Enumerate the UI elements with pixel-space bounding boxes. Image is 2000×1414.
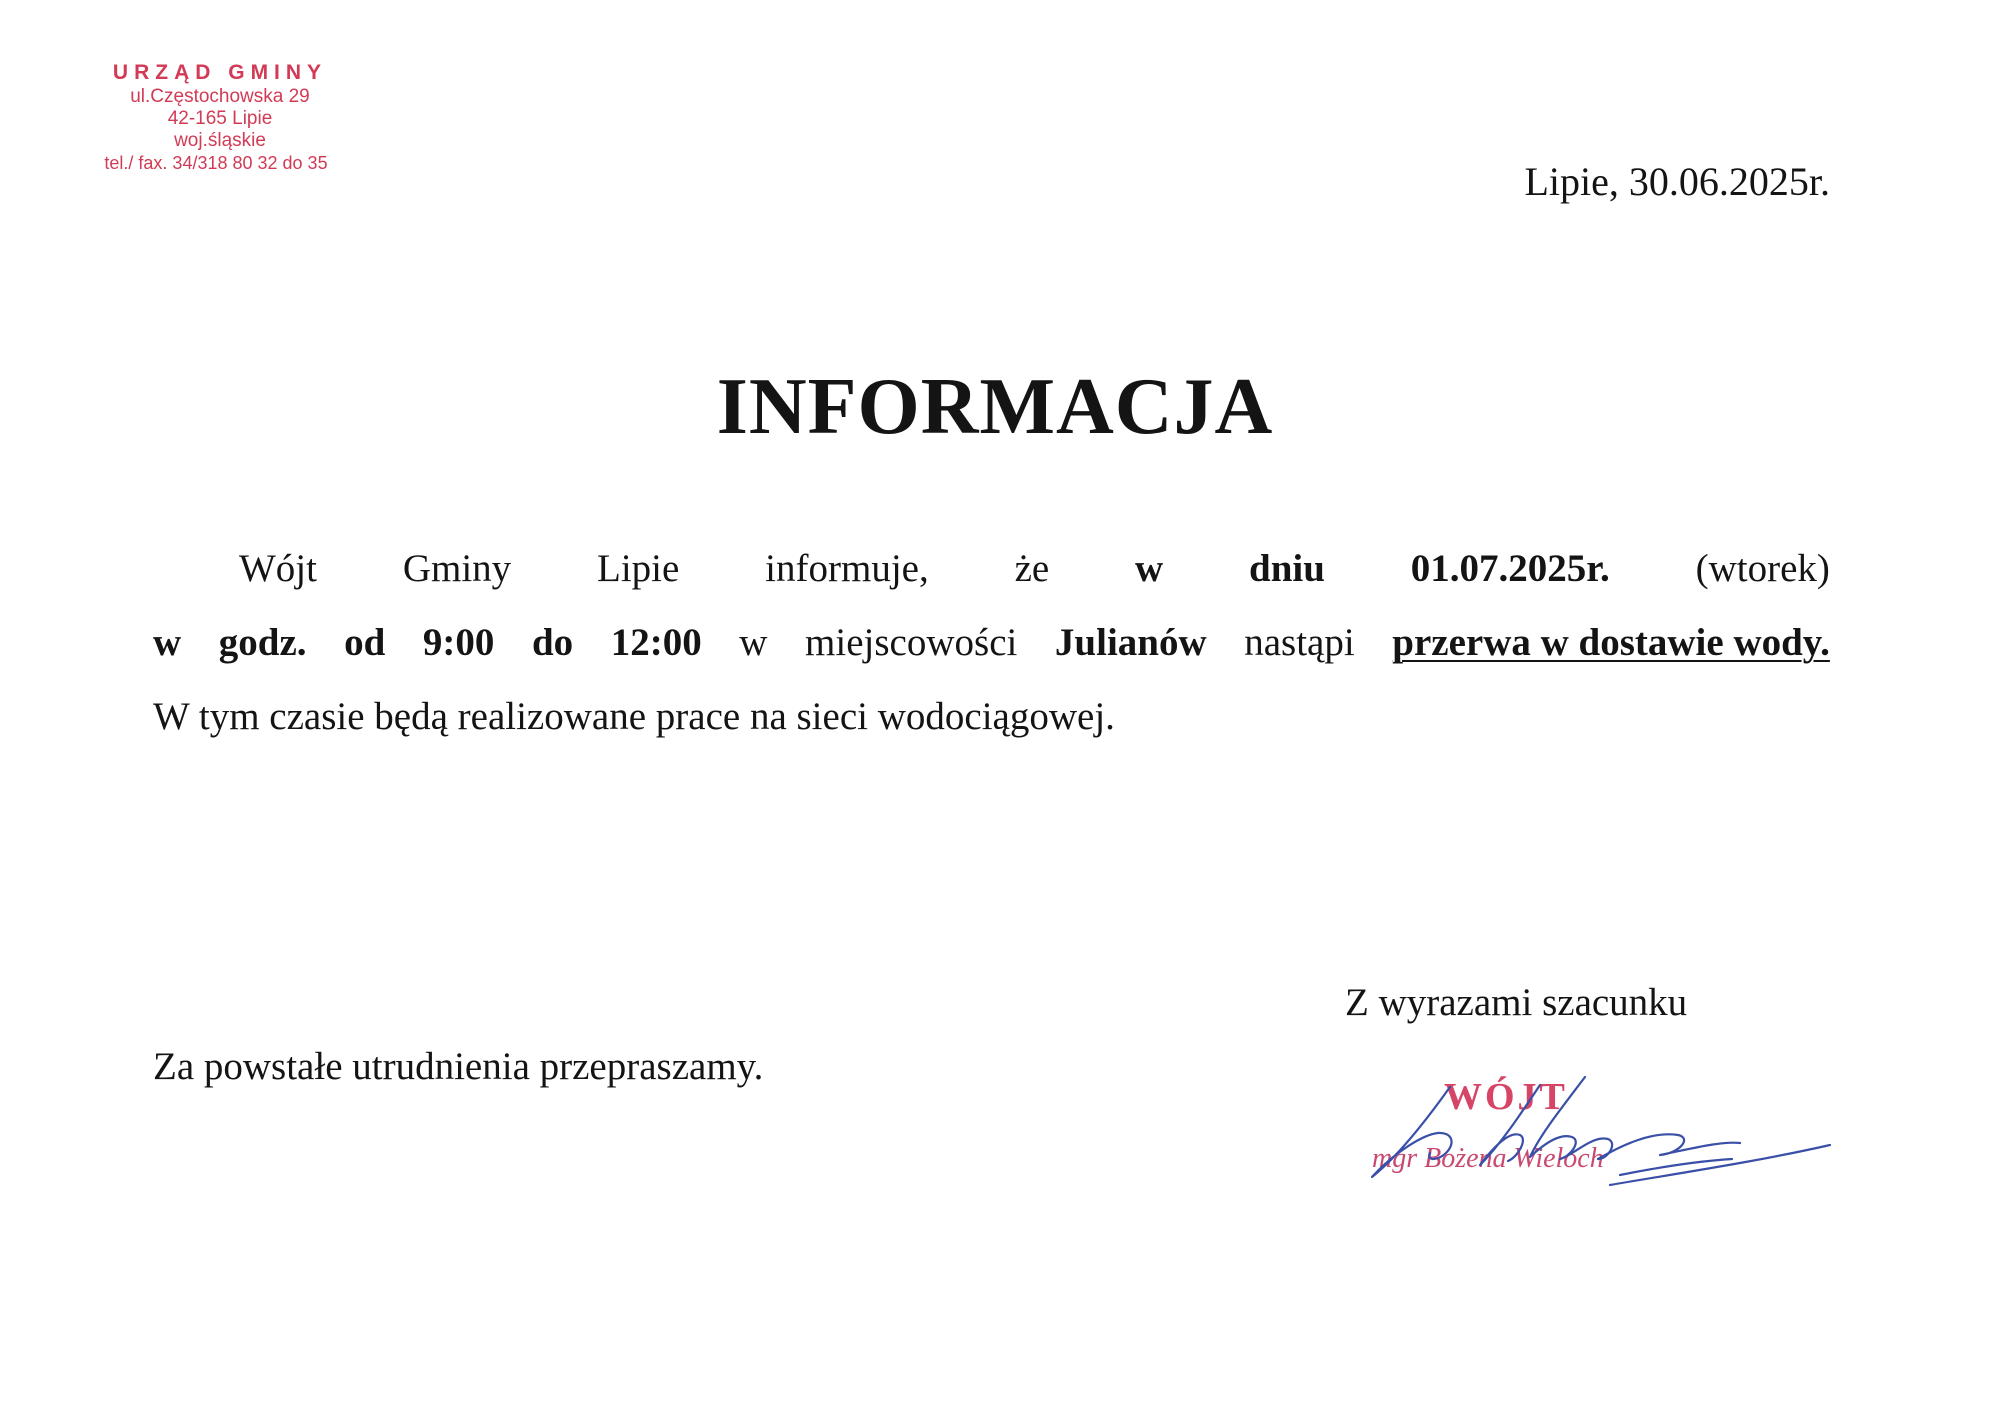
word-bold: w — [153, 621, 182, 664]
water-outage-notice: przerwa w dostawie wody. — [1392, 621, 1830, 664]
paragraph-line-2 — [153, 620, 1830, 694]
word: że — [1014, 547, 1050, 590]
document-date: Lipie, 30.06.2025r. — [1524, 159, 1830, 204]
outage-date: 01.07.2025r. — [1410, 547, 1610, 590]
handwritten-signature-icon — [1360, 1075, 1840, 1195]
stamp-region: woj.śląskie — [174, 130, 266, 151]
word-bold: godz. — [218, 621, 307, 664]
word: Lipie — [597, 547, 680, 590]
word-bold: w — [1135, 547, 1164, 590]
end-time: 12:00 — [610, 621, 702, 664]
word: miejscowości — [805, 621, 1018, 664]
word: Gminy — [402, 547, 512, 590]
word-bold: do — [531, 621, 574, 664]
paragraph-line-1 — [153, 546, 1830, 620]
word-bold: od — [344, 621, 386, 664]
signature-stamp-name: mgr Bożena Wieloch — [1372, 1143, 1604, 1174]
weekday: (wtorek) — [1695, 547, 1830, 590]
word-bold: dniu — [1249, 547, 1325, 590]
locality-name: Julianów — [1054, 621, 1207, 664]
start-time: 9:00 — [422, 621, 495, 664]
word: Wójt — [239, 547, 317, 590]
signature-stamp — [1360, 1075, 1840, 1195]
signature-stamp-title: WÓJT — [1444, 1076, 1568, 1118]
apology-line: Za powstałe utrudnienia przepraszamy. — [153, 1045, 764, 1088]
word: w — [739, 621, 768, 664]
stamp-phone: tel./ fax. 34/318 80 32 do 35 — [104, 153, 328, 173]
stamp-postal: 42-165 Lipie — [167, 108, 273, 129]
paragraph-line-3 — [153, 694, 1830, 768]
office-stamp — [80, 62, 360, 174]
word: nastąpi — [1244, 621, 1355, 664]
stamp-street: ul.Częstochowska 29 — [130, 86, 310, 107]
word: informuje, — [765, 547, 929, 590]
regards-line: Z wyrazami szacunku — [1345, 981, 1688, 1024]
stamp-office-name: URZĄD GMINY — [112, 61, 328, 84]
paragraph-line-3-text: W tym czasie będą realizowane prace na sieci wodociągowej. — [153, 695, 1115, 738]
document-title: INFORMACJA — [716, 363, 1274, 451]
announcement-paragraph — [153, 546, 1830, 768]
